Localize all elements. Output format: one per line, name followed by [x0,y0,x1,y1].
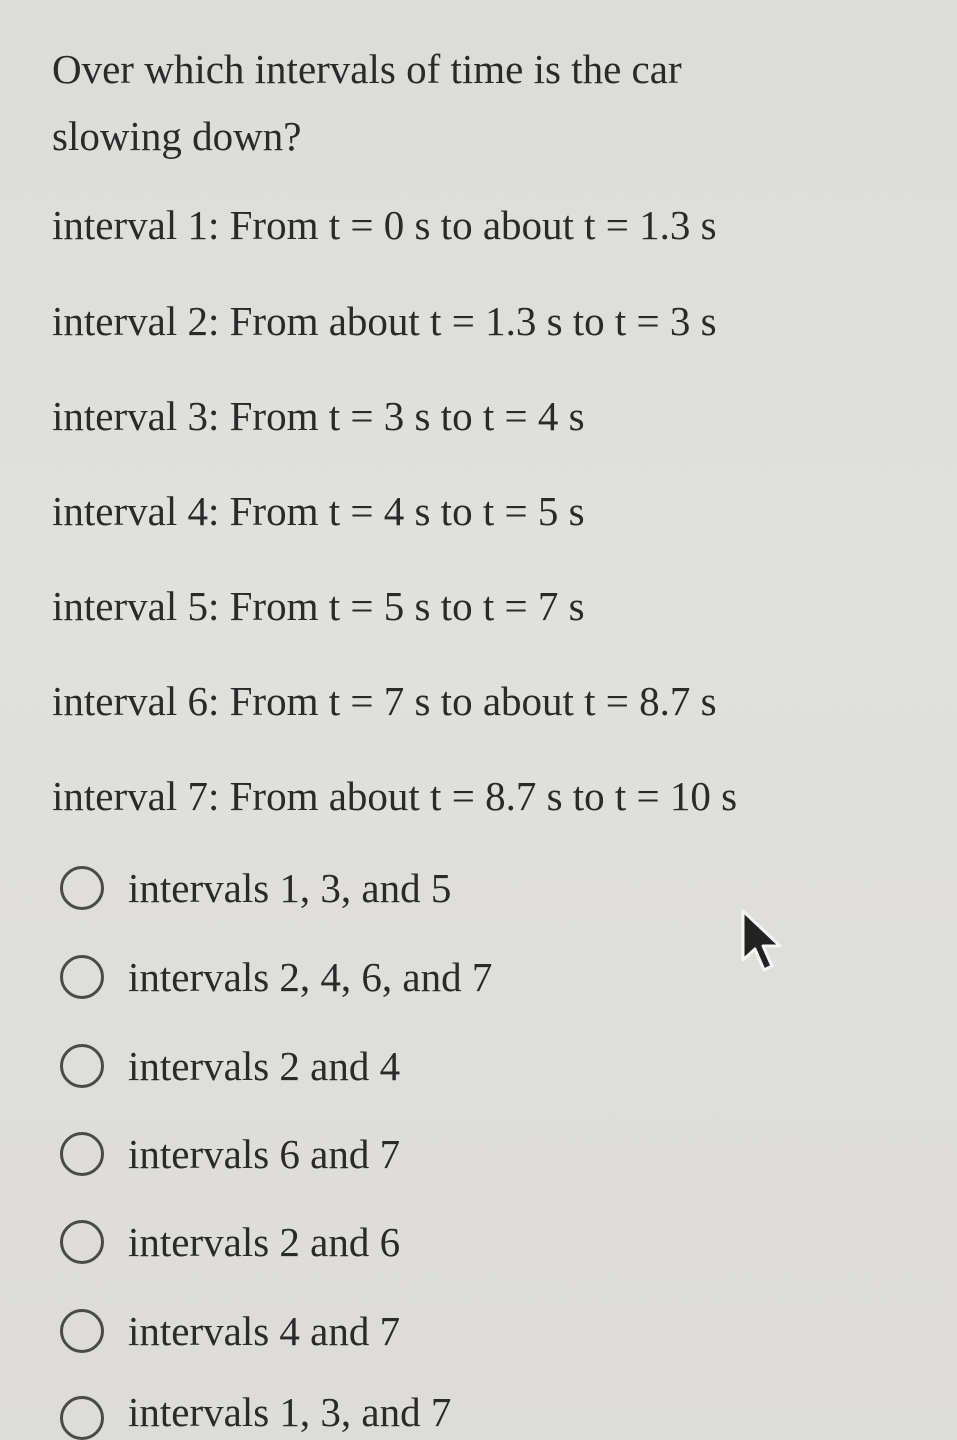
option-2[interactable] [60,950,492,1004]
radio-button-icon[interactable] [60,1396,104,1440]
option-label: intervals 1, 3, and 7 [128,1389,452,1435]
option-1[interactable] [60,861,451,915]
option-label: intervals 4 and 7 [128,1308,401,1354]
option-5[interactable] [60,1215,400,1269]
radio-button-icon[interactable] [60,1044,104,1088]
interval-3: interval 3: From t = 3 s to t = 4 s [52,393,585,439]
interval-2: interval 2: From about t = 1.3 s to t = 3 s [52,298,717,344]
option-3[interactable] [60,1039,400,1093]
option-4[interactable] [60,1127,400,1181]
radio-button-icon[interactable] [60,1220,104,1264]
interval-1: interval 1: From t = 0 s to about t = 1.3 s [52,202,717,248]
radio-button-icon[interactable] [60,1132,104,1176]
option-label: intervals 6 and 7 [128,1131,401,1177]
option-label: intervals 1, 3, and 5 [128,865,452,911]
interval-5: interval 5: From t = 5 s to t = 7 s [52,583,585,629]
question-text: Over which intervals of time is the car slowing down? [52,46,682,159]
option-label: intervals 2 and 6 [128,1219,401,1265]
interval-7: interval 7: From about t = 8.7 s to t = 10 s [52,773,738,819]
radio-button-icon[interactable] [60,955,104,999]
option-label: intervals 2, 4, 6, and 7 [128,954,493,1000]
interval-6: interval 6: From t = 7 s to about t = 8.7 s [52,678,717,724]
interval-4: interval 4: From t = 4 s to t = 5 s [52,488,585,534]
option-label: intervals 2 and 4 [128,1043,401,1089]
option-7-partial[interactable] [60,1389,560,1435]
mouse-cursor-icon [740,908,786,978]
radio-button-icon[interactable] [60,866,104,910]
option-6[interactable] [60,1304,400,1358]
radio-button-icon[interactable] [60,1309,104,1353]
